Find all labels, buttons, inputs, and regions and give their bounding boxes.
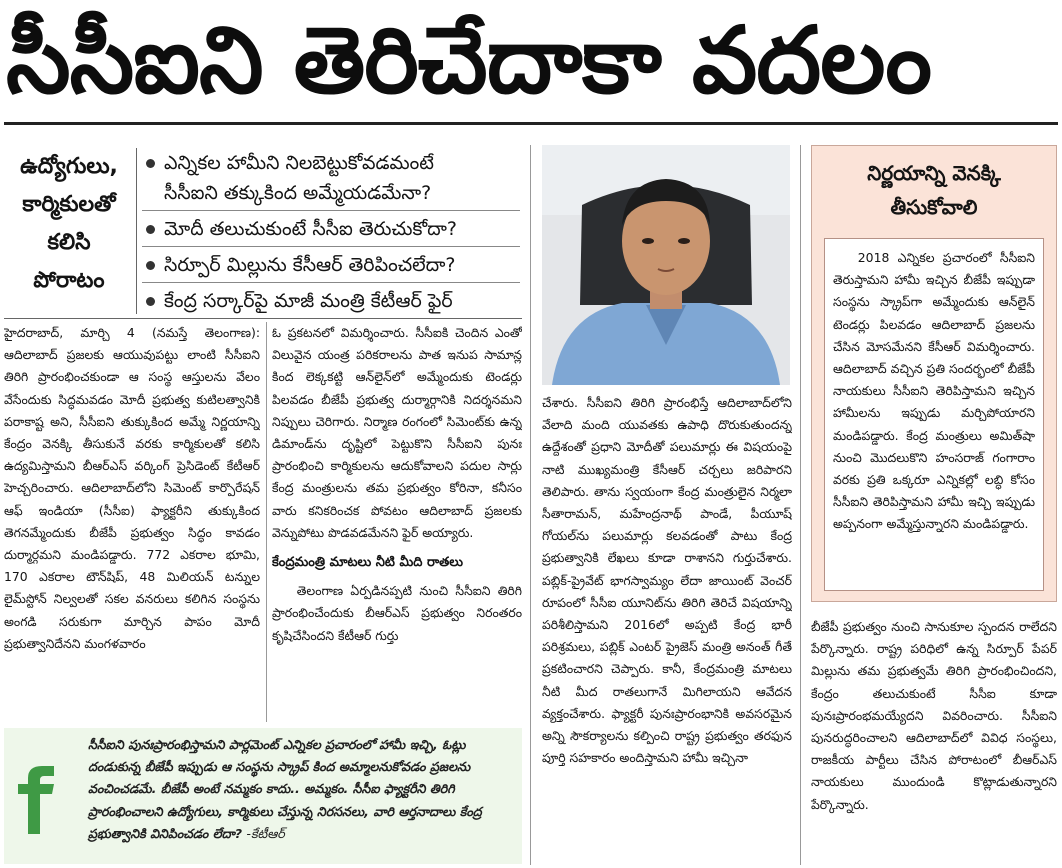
boxed-story xyxy=(811,145,1057,602)
bullet-divider xyxy=(142,282,520,283)
boxed-title-line: తీసుకోవాలి xyxy=(890,195,978,219)
bullet-text: సిర్పూర్ మిల్లును కేసీఆర్ తెరిపించలేదా? xyxy=(164,254,456,276)
article-subheading: కేంద్రమంత్రి మాటలు నీటి మీది రాతలు xyxy=(272,555,463,571)
bullet-text-continued: సీసీఐని తక్కుకింద అమ్మేయడమేనా? xyxy=(164,182,432,204)
article-paragraph: చేశారు. సీసీఐని తిరిగి ప్రారంభిస్తే ఆదిలాబాద్‌లోని వేలాది మంది యువతకు ఉపాధి దొరుకుతుందన్న ఉద్దేశంతో ప్రధాని మోదీతో పలుమార్లు ఈ విషయంపై నాటి ముఖ్యమంత్రి కేసీఆర్ చర్చలు జరిపారని తెలిపారు. తాను స్వయంగా కేంద్ర మంత్రులైన నిర్మలా సీతారామన్, మహేంద్రనాథ్ పాండే, పీయూష్ గోయల్‌ను పలుమార్లు కలవడంతో పాటు కేంద్ర ప్రభుత్వానికి లేఖలు కూడా రాశానని గుర్తుచేశారు. పబ్లిక్-ప్రైవేట్ భాగస్వామ్యం లేదా జాయింట్ వెంచర్ రూపంలో సీసీఐ యూనిట్‌ను తిరిగి తెరిచే విషయాన్ని పరిశీలిస్తామని 2016లో అప్పటి కేంద్ర భారీ పరిశ్రమలు, పబ్లిక్ ఎంటర్ ప్రైజెస్ మంత్రి అనంత్ గీతే ప్రకటించారని చెప్పారు. కానీ, కేంద్రమంత్రి మాటలు నీటి మీద రాతలుగానే మిగిలాయని ఆవేదన వ్యక్తంచేశారు. ఫ్యాక్టరీ పునఃప్రారంభానికి అవసరమైన అన్ని సౌకర్యాలను కల్పించి రాష్ట్ర ప్రభుత్వం తరఫున పూర్తి సహకారం అందిస్తామని హామీ ఇచ్చినా xyxy=(542,395,792,766)
article-paragraph: తెలంగాణ ఏర్పడినప్పటి నుంచి సీసీఐని తిరిగి ప్రారంభించేందుకు బీఆర్ఎస్ ప్రభుత్వం నిరంతరం కృషిచేసిందని కేటీఆర్ గుర్తు xyxy=(272,583,522,643)
quote-text xyxy=(88,734,508,845)
facebook-f-icon xyxy=(14,764,58,834)
bullets-bottom-rule xyxy=(4,318,522,319)
quote-body: సీసీఐని పునఃప్రారంభిస్తామని పార్లమెంట్ ఎన్నికల ప్రచారంలో హామీ ఇచ్చి, ఓట్లు దండుకున్న బీజేపీ ఇప్పుడు ఆ సంస్థను స్క్రాప్ కింద అమ్మాలనుకోవడం ప్రజలను వంచించడమే. బీజేపీ అంటే నమ్మకం కాదు.. అమ్మకం. సీసీఐ ఫ్యాక్టరీని తిరిగి ప్రారంభించాలని ఉద్యోగులు, కార్మికులు చేస్తున్న నిరసనలు, వారి ఆర్తనాదాలు కేంద్ర ప్రభుత్వానికి వినిపించడం లేదా? xyxy=(88,737,482,841)
bullet-item xyxy=(142,148,520,208)
headline-rule xyxy=(4,122,1058,125)
bullet-item xyxy=(142,286,520,316)
bullet-divider xyxy=(142,246,520,247)
bullet-item xyxy=(142,250,520,280)
article-paragraph: హైదరాబాద్, మార్చి 4 (నమస్తే తెలంగాణ): ఆదిలాబాద్ ప్రజలకు ఆయువుపట్టు లాంటి సీసీఐని తిరిగి ప్రారంభించకుండా ఆ సంస్థ ఆస్తులను వేలం వేసేందుకు సిద్ధమవడం మోదీ ప్రభుత్వ కుటిలత్వానికి పరాకాష్ట అని, సీసీఐని తుక్కుకింద అమ్మే నిర్ణయాన్ని కేంద్రం వెనక్కి తీసుకునే వరకు కార్మికులతో కలిసి ఉద్యమిస్తామని బీఆర్ఎస్ వర్కింగ్ ప్రెసిడెంట్ కేటీఆర్ హెచ్చరించారు. ఆదిలాబాద్‌లోని సిమెంట్ కార్పొరేషన్ ఆఫ్ ఇండియా (సీసీఐ) ఫ్యాక్టరీని తుక్కుకింద తెగనమ్మేందుకు బీజేపీ ప్రభుత్వం సిద్ధం కావడం దుర్మార్గమని మండిపడ్డారు. 772 ఎకరాల భూమి, 170 ఎకరాల టౌన్‌షిప్, 48 మిలియన్ టన్నుల లైమ్‌స్టోన్ నిల్వలతో సకల వనరులు కలిగిన సంస్థను అంగడి సరుకుగా మార్చిన పాపం మోదీ ప్రభుత్వానిదేనని మంగళవారం xyxy=(4,325,260,651)
quote-signature: -కేటీఆర్ xyxy=(246,825,285,841)
quote-box xyxy=(4,728,522,864)
column-divider xyxy=(530,145,531,865)
column-divider xyxy=(266,322,267,722)
boxed-story-body xyxy=(824,238,1044,591)
bullet-text: ఎన్నికల హామీని నిలబెట్టుకోవడమంటే xyxy=(164,152,434,174)
bullet-list xyxy=(142,148,520,316)
article-paragraph: బీజేపీ ప్రభుత్వం నుంచి సానుకూల స్పందన రాలేదని పేర్కొన్నారు. రాష్ట్ర పరిధిలో ఉన్న సిర్పూర్ పేపర్ మిల్లును తమ ప్రభుత్వమే తిరిగి ప్రారంభించిందని, కేంద్రం తలుచుకుంటే సీసీఐ కూడా పునఃప్రారంభమయ్యేదని వివరించారు. సీసీఐని పునరుద్ధరించాలని ఆదిలాబాద్‌లో వివిధ సంస్థలు, రాజకీయ పార్టీలు చేసిన పోరాటంలో బీఆర్ఎస్ నాయకులు ముందుండి కొట్లాడుతున్నారని పేర్కొన్నారు. xyxy=(811,619,1057,812)
bullet-item xyxy=(142,214,520,244)
bullet-text: మోదీ తలుచుకుంటే సీసీఐ తెరుచుకోదా? xyxy=(164,218,458,240)
side-heading-line: ఉద్యోగులు, xyxy=(20,154,118,179)
side-heading-line: కలిసి xyxy=(47,230,91,255)
ktr-photo xyxy=(542,145,790,385)
bullet-text: కేంద్ర సర్కార్‌పై మాజీ మంత్రి కేటీఆర్ ఫైర్ xyxy=(164,290,453,312)
article-column-4 xyxy=(811,616,1057,864)
column-divider xyxy=(800,145,801,865)
boxed-paragraph: 2018 ఎన్నికల ప్రచారంలో సీసీఐని తెరుస్తామని హామీ ఇచ్చిన బీజేపీ ఇప్పుడా సంస్థను స్క్రాప్‌గా అమ్మేందుకు ఆన్‌లైన్ టెండర్లు పిలవడం ఆదిలాబాద్ ప్రజలను చేసిన మోసమేనని కేసీఆర్ విమర్శించారు. ఆదిలాబాద్ వచ్చిన ప్రతి సందర్భంలో బీజేపీ నాయకులు సీసీఐని తెరిపిస్తామని ఇచ్చిన హామీలను ఇప్పుడు మర్చిపోయారని మండిపడ్డారు. కేంద్ర మంత్రులు అమిత్‌షా నుంచి మొదలుకొని హంసరాజ్ గంగారాం వరకు ప్రతి ఒక్కరూ ఎన్నికల్లో లబ్ధి కోసం సీసీఐని తెరిపిస్తామని హామీ ఇచ్చి ఇప్పుడు అప్పనంగా అమ్మేస్తున్నారని మండిపడ్డారు. xyxy=(833,250,1035,532)
bullet-divider xyxy=(142,210,520,211)
article-paragraph: ఓ ప్రకటనలో విమర్శించారు. సీసీఐకి చెందిన ఎంతో విలువైన యంత్ర పరికరాలను పాత ఇనుప సామాన్ల కింద లెక్కకట్టి ఆన్‌లైన్‌లో అమ్మేందుకు టెండర్లు పిలవడం బీజేపీ ప్రభుత్వ దుర్మార్గానికి నిదర్శనమని నిప్పులు చెరిగారు. నిర్మాణ రంగంలో సిమెంట్‌కు ఉన్న డిమాండ్‌ను దృష్టిలో పెట్టుకొని సీసీఐని పునః ప్రారంభించి కార్మికులను ఆదుకోవాలని పదుల సార్లు కేంద్ర మంత్రులను తమ ప్రభుత్వం కోరినా, కనీసం వారు కనికరించక పోవటం ఆదిలాబాద్ ప్రజలకు వెన్నుపోటు పొడవడమేనని ఫైర్ అయ్యారు. xyxy=(272,325,522,540)
side-heading-line: పోరాటం xyxy=(33,268,105,293)
article-column-2 xyxy=(272,322,522,724)
article-column-3 xyxy=(542,392,792,864)
side-heading-line: కార్మికులతో xyxy=(22,192,116,217)
article-column-1 xyxy=(4,322,260,724)
side-heading-divider xyxy=(136,148,137,314)
ktr-portrait-image xyxy=(542,145,790,385)
side-heading xyxy=(4,148,134,300)
headline: సీసీఐని తెరిచేదాకా వదలం xyxy=(6,7,932,114)
boxed-story-title xyxy=(812,146,1056,224)
boxed-title-line: నిర్ణయాన్ని వెనక్కి xyxy=(867,161,1001,185)
